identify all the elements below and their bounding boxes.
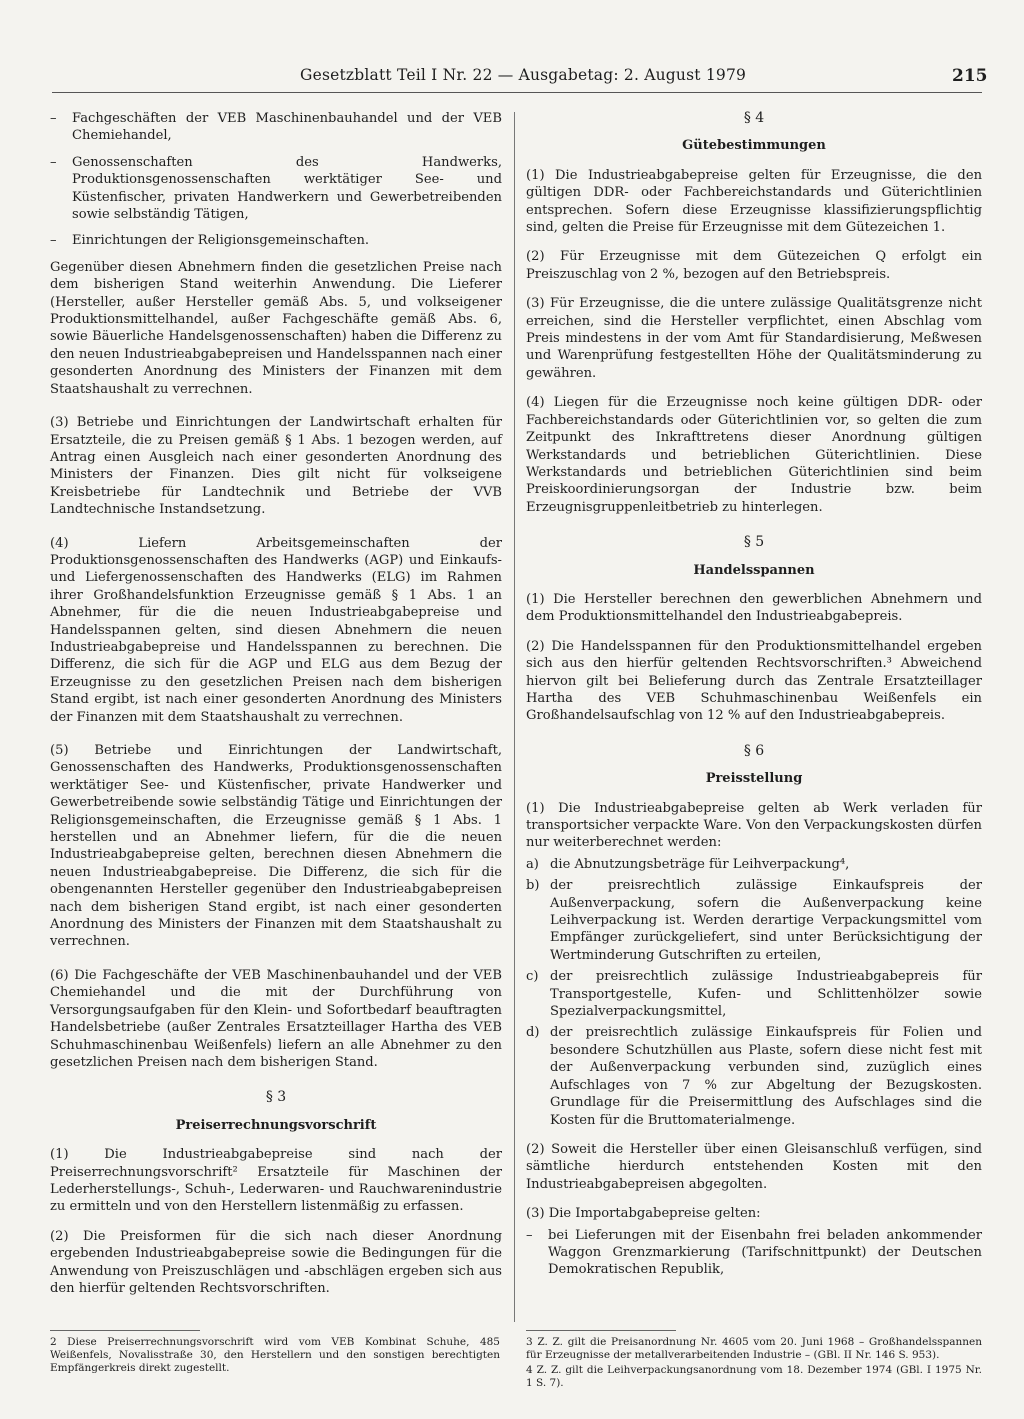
section-number: § 6 <box>743 742 765 759</box>
paragraph: (3) Für Erzeugnisse, die die untere zulässige Qualitätsgrenze nicht erreichen, sind die Hersteller verpflichtet, einen Abschlag vom Preis mindestens in der vom Amt für Standardisierung, Meßwesen und Warenprüfung festgestellten Höhe der Qualitätsminderung zu gewähren. <box>526 296 982 381</box>
footnote: 2 Diese Preiserrechnungsvorschrift wird vom VEB Kombinat Schuhe, 485 Weißenfels, Novalisstraße 30, den Herstellern und den sonstigen berechtigten Empfängerkreis direkt zugestellt. <box>50 1336 500 1374</box>
section-title: Handelsspannen <box>693 562 815 578</box>
paragraph: (2) Für Erzeugnisse mit dem Gütezeichen Q erfolgt ein Preiszuschlag von 2 %, bezogen auf den Betriebspreis. <box>526 249 982 282</box>
paragraph: (3) Betriebe und Einrichtungen der Landwirtschaft erhalten für Ersatzteile, die zu Preisen gemäß § 1 Abs. 1 bezogen werden, auf Antrag einen Ausgleich nach einer gesonderten Anordnung des Ministers der Finanzen. Dies gilt nicht für volkseigene Kreisbetriebe für Landtechnik und Betriebe der VVB Landtechnische Instandsetzung. <box>50 415 502 518</box>
right-column <box>526 110 982 1288</box>
dash-marker: – <box>50 111 57 126</box>
footnote-rule <box>50 1330 200 1331</box>
list-item-text: Fachgeschäften der VEB Maschinenbauhandel und der VEB Chemiehandel, <box>72 111 502 144</box>
paragraph: (5) Betriebe und Einrichtungen der Landwirtschaft, Genossenschaften des Handwerks, Produktionsgenossenschaften werktätiger See- und Küstenfischer, private Handwerker und Gewerbetreibende sowie selbständig Tätige und Einrichtungen der Religionsgemeinschaften, die Erzeugnisse gemäß § 1 Abs. 1 herstellen und an Abnehmer liefern, für die die neuen Industrieabgabepreise gelten, berechnen diesen Abnehmern die neuen Industrieabgabepreise. Die Differenz, die sich für die obengenannten Hersteller gegenüber den Industrieabgabepreisen nach dem bisherigen Stand ergibt, ist nach einer gesonderten Anordnung des Ministers der Finanzen mit dem Staatshaushalt zu verrechnen. <box>50 743 502 950</box>
paragraph: (1) Die Industrieabgabepreise gelten ab Werk verladen für transportsicher verpackte Ware. Von den Verpackungskosten dürfen nur weiterberechnet werden: <box>526 800 982 851</box>
list-item-label: c) <box>526 969 539 985</box>
list-item-text: Genossenschaften des Handwerks, Produktionsgenossenschaften werktätiger See- und Küstenfischer, privaten Handwerkern und Gewerbetreibenden sowie selbständig Tätigen, <box>72 154 502 223</box>
list-item-label: a) <box>526 856 539 872</box>
list-item <box>526 1024 982 1128</box>
list-item-text: Einrichtungen der Religionsgemeinschaften. <box>72 233 370 249</box>
list-item-text: die Abnutzungsbeträge für Leihverpackung⁴, <box>550 856 850 872</box>
page-number: 215 <box>952 66 988 86</box>
list-item <box>50 154 502 224</box>
left-column <box>50 110 502 1309</box>
dash-marker: – <box>50 154 57 170</box>
list-item <box>526 1227 982 1279</box>
list-item-text: der preisrechtlich zulässige Einkaufspreis der Außenverpackung, sofern die Außenverpackung keine Leihverpackung ist. Werden derartige Verpackungsmittel vom Empfänger zurückgeliefert, sind unter Berücksichtigung der Wertminderung Gutschriften zu erteilen, <box>550 878 982 963</box>
section-title: Gütebestimmungen <box>682 138 826 154</box>
list-item-text: der preisrechtlich zulässige Einkaufspreis für Folien und besondere Schutzhüllen aus Plaste, sofern diese nicht fest mit der Außenverpackung verbunden sind, zuzüglich eines Aufschlages von 7 % zur Abgeltung der Bezugskosten. Grundlage für die Preisermittlung des Aufschlages sind die Kosten für die Bruttomaterialmenge. <box>550 1025 982 1128</box>
dash-marker: – <box>50 233 57 249</box>
header-title: Gesetzblatt Teil I Nr. 22 — Ausgabetag: 2. August 1979 <box>300 66 747 84</box>
paragraph: Gegenüber diesen Abnehmern finden die gesetzlichen Preise nach dem bisherigen Stand weiterhin Anwendung. Die Lieferer (Hersteller, außer Hersteller gemäß Abs. 5, und volkseigener Produktionsmittelhandel, außer Fachgeschäfte gemäß Abs. 6, sowie Bäuerliche Handelsgenossenschaften) haben die Differenz zu den neuen Industrieabgabepreisen und Handelsspannen nach einer gesonderten Anordnung des Ministers der Finanzen mit dem Staatshaushalt zu verrechnen. <box>50 259 502 397</box>
section-number: § 3 <box>265 1089 287 1106</box>
header-rule <box>52 92 982 93</box>
footnote: 4 Z. Z. gilt die Leihverpackungsanordnung vom 18. Dezember 1974 (GBl. I 1975 Nr. 1 S. 7). <box>526 1364 982 1389</box>
column-divider <box>514 112 515 1322</box>
paragraph: (4) Liegen für die Erzeugnisse noch keine gültigen DDR- oder Fachbereichstandards oder Güterichtlinien vor, so gelten die zum Zeitpunkt des Inkrafttretens dieser Anordnung gültigen Werkstandards und betrieblichen Güterichtlinien. Diese Werkstandards und betrieblichen Güterichtlinien sind beim Preiskoordinierungsorgan der Industrie bzw. beim Erzeugnisgruppenleitbetrieb zu hinterlegen. <box>526 395 982 515</box>
section-title: Preiserrechnungsvorschrift <box>175 1117 377 1133</box>
section-number: § 4 <box>743 110 765 126</box>
list-item <box>50 232 502 249</box>
footnote-rule <box>526 1330 676 1331</box>
paragraph: (2) Die Handelsspannen für den Produktionsmittelhandel ergeben sich aus den hierfür geltenden Rechtsvorschriften.³ Abweichend hiervon gilt bei Belieferung durch das Zentrale Ersatzteillager Hartha des VEB Schuhmaschinenbau Weißenfels ein Großhandelsaufschlag von 12 % auf den Industrieabgabepreis. <box>526 638 982 724</box>
list-item-label: b) <box>526 878 540 894</box>
list-item <box>50 110 502 145</box>
footnote: 3 Z. Z. gilt die Preisanordnung Nr. 4605 vom 20. Juni 1968 – Großhandelsspannen für Erzeugnisse der metallverarbeitenden Industrie – (GBl. II Nr. 146 S. 953). <box>526 1336 982 1361</box>
paragraph: (1) Die Industrieabgabepreise gelten für Erzeugnisse, die den gültigen DDR- oder Fachbereichstandards und Güterichtlinien entsprechen. Sofern diese Erzeugnisse klassifizierungspflichtig sind, gelten die Preise für Erzeugnisse mit dem Gütezeichen 1. <box>526 167 982 236</box>
paragraph: (1) Die Hersteller berechnen den gewerblichen Abnehmern und dem Produktionsmittelhandel den Industrieabgabepreis. <box>526 591 982 625</box>
paragraph: (4) Liefern Arbeitsgemeinschaften der Produktionsgenossenschaften des Handwerks (AGP) und Einkaufs- und Liefergenossenschaften des Handwerks (ELG) im Rahmen ihrer Großhandelsfunktion Erzeugnisse gemäß § 1 Abs. 1 an Abnehmer, für die die neuen Industrieabgabepreise und Handelsspannen gelten, sind diesen Abnehmern die neuen Industrieabgabepreise und Handelsspannen zu berechnen. Die Differenz, die sich für die AGP und ELG aus dem Bezug der Erzeugnisse zu den gesetzlichen Preisen nach dem bisherigen Stand ergibt, ist nach einer gesonderten Anordnung des Ministers der Finanzen mit dem Staatshaushalt zu verrechnen. <box>50 535 502 725</box>
footnotes-right <box>526 1336 982 1392</box>
footnotes-left <box>50 1336 500 1377</box>
list-item <box>526 877 982 964</box>
list-item-text: bei Lieferungen mit der Eisenbahn frei beladen ankommender Waggon Grenzmarkierung (Tarifschnittpunkt) der Deutschen Demokratischen Republik, <box>548 1227 982 1278</box>
list-item <box>526 968 982 1020</box>
paragraph: (2) Soweit die Hersteller über einen Gleisanschluß verfügen, sind sämtliche hierdurch entstehenden Kosten mit den Industrieabgabepreisen abgegolten. <box>526 1141 982 1192</box>
list-item-text: der preisrechtlich zulässige Industrieabgabepreis für Transportgestelle, Kufen- und Schlittenhölzer sowie Spezialverpackungsmittel, <box>550 969 982 1020</box>
paragraph: (1) Die Industrieabgabepreise sind nach der Preiserrechnungsvorschrift² Ersatzteile für Maschinen der Lederherstellungs-, Schuh-, Lederwaren- und Rauchwarenindustrie zu ermitteln und von den Herstellern listenmäßig zu erfassen. <box>50 1147 502 1215</box>
paragraph: (2) Die Preisformen für die sich nach dieser Anordnung ergebenden Industrieabgabepreise sowie die Bedingungen für die Anwendung von Preiszuschlägen und -abschlägen ergeben sich aus den hierfür geltenden Rechtsvorschriften. <box>50 1228 502 1296</box>
paragraph: (3) Die Importabgabepreise gelten: <box>526 1206 761 1222</box>
section-title: Preisstellung <box>705 771 803 787</box>
list-item <box>526 856 982 873</box>
section-number: § 5 <box>743 534 765 551</box>
paragraph: (6) Die Fachgeschäfte der VEB Maschinenbauhandel und der VEB Chemiehandel und die mit der Durchführung von Versorgungsaufgaben für den Klein- und Sofortbedarf beauftragten Handelsbetriebe (außer Zentrales Ersatzteillager Hartha des VEB Schuhmaschinenbau Weißenfels) liefern an alle Abnehmer zu den gesetzlichen Preisen nach dem bisherigen Stand. <box>50 967 502 1070</box>
dash-marker: – <box>526 1227 533 1243</box>
page-header <box>0 66 1024 96</box>
list-item-label: d) <box>526 1025 540 1041</box>
